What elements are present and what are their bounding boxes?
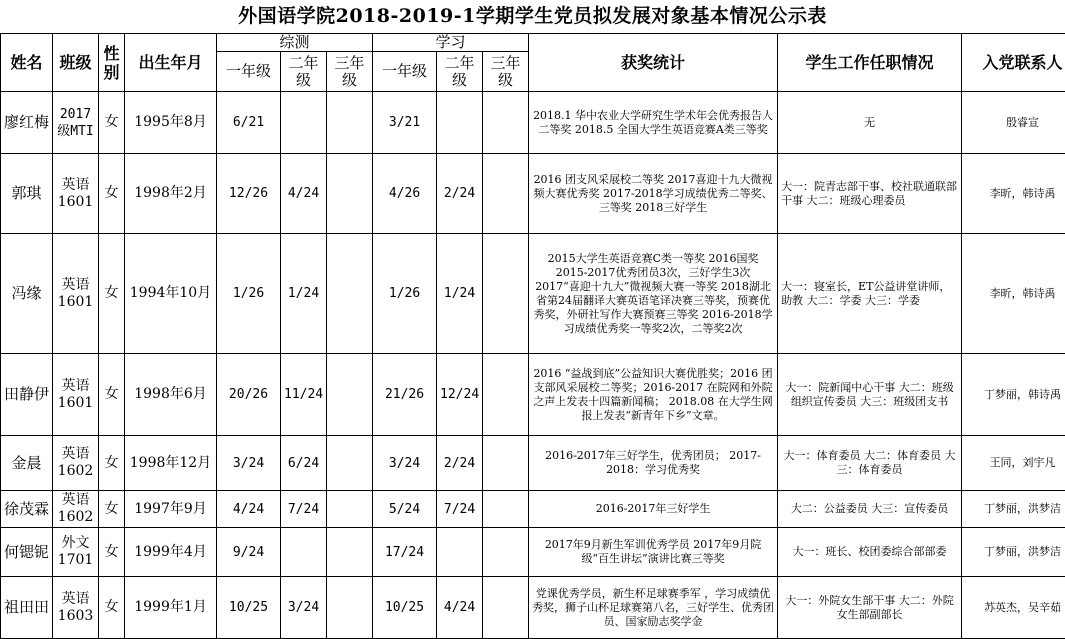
cell-overall-y3 (327, 577, 373, 639)
cell-name: 金晨 (1, 436, 53, 491)
header-study-year2: 二年级 (437, 52, 483, 92)
cell-gender: 女 (99, 577, 125, 639)
table-row (1, 92, 1065, 154)
cell-study-y1: 10/25 (373, 577, 437, 639)
cell-study-y2 (437, 92, 483, 154)
table-row (1, 436, 1065, 491)
cell-positions: 大一：寝室长，ET公益讲堂讲师，助教 大二：学委 大三：学委 (778, 234, 962, 354)
student-table (0, 33, 1065, 639)
table-row (1, 577, 1065, 639)
header-overall-year1: 一年级 (217, 52, 281, 92)
cell-class: 英语1603 (53, 577, 99, 639)
cell-study-y3 (483, 154, 529, 234)
cell-study-y1: 21/26 (373, 354, 437, 436)
cell-positions: 大二：公益委员 大三：宣传委员 (778, 491, 962, 528)
cell-gender: 女 (99, 154, 125, 234)
cell-birth: 1998年6月 (125, 354, 217, 436)
cell-birth: 1998年12月 (125, 436, 217, 491)
cell-overall-y3 (327, 528, 373, 577)
cell-contacts: 丁梦丽，洪梦洁 (962, 528, 1065, 577)
cell-study-y2 (437, 528, 483, 577)
cell-class: 英语1601 (53, 234, 99, 354)
cell-study-y1: 1/26 (373, 234, 437, 354)
cell-positions: 大一：外院女生部干事 大二：外院女生部副部长 (778, 577, 962, 639)
cell-overall-y3 (327, 436, 373, 491)
cell-gender: 女 (99, 528, 125, 577)
table-row (1, 234, 1065, 354)
cell-study-y2: 4/24 (437, 577, 483, 639)
cell-overall-y2 (281, 92, 327, 154)
header-positions: 学生工作任职情况 (778, 34, 962, 92)
cell-gender: 女 (99, 234, 125, 354)
header-study-year3: 三年级 (483, 52, 529, 92)
cell-name: 田静伊 (1, 354, 53, 436)
cell-overall-y3 (327, 491, 373, 528)
header-overall-year3: 三年级 (327, 52, 373, 92)
cell-name: 冯缘 (1, 234, 53, 354)
header-class: 班级 (53, 34, 99, 92)
cell-awards: 2016 “益战到底”公益知识大赛优胜奖；2016 团支部风采展校二等奖；2016-2017 在院网和外院之声上发表十四篇新闻稿； 2018.08 在大学生网报上发表“新青年下乡”文章。 (529, 354, 778, 436)
cell-gender: 女 (99, 491, 125, 528)
header-overall-year2: 二年级 (281, 52, 327, 92)
cell-overall-y1: 20/26 (217, 354, 281, 436)
cell-contacts: 丁梦丽，韩诗禹 (962, 354, 1065, 436)
cell-study-y3 (483, 354, 529, 436)
cell-overall-y2: 3/24 (281, 577, 327, 639)
header-study-year1: 一年级 (373, 52, 437, 92)
cell-study-y1: 4/26 (373, 154, 437, 234)
cell-gender: 女 (99, 354, 125, 436)
table-row (1, 154, 1065, 234)
cell-contacts: 李昕，韩诗禹 (962, 234, 1065, 354)
cell-awards: 党课优秀学员，新生杯足球赛季军 ，学习成绩优秀奖，狮子山杯足球赛第八名，三好学生、优秀团员、国家励志奖学金 (529, 577, 778, 639)
cell-overall-y1: 4/24 (217, 491, 281, 528)
cell-overall-y2: 1/24 (281, 234, 327, 354)
cell-name: 祖田田 (1, 577, 53, 639)
cell-overall-y1: 9/24 (217, 528, 281, 577)
header-name: 姓名 (1, 34, 53, 92)
sheet-title: 外国语学院2018-2019-1学期学生党员拟发展对象基本情况公示表 (0, 0, 1065, 33)
cell-contacts: 苏英杰，吴辛茹 (962, 577, 1065, 639)
cell-class: 外文1701 (53, 528, 99, 577)
cell-overall-y2: 6/24 (281, 436, 327, 491)
cell-study-y2: 2/24 (437, 436, 483, 491)
cell-name: 廖红梅 (1, 92, 53, 154)
header-contacts: 入党联系人 (962, 34, 1065, 92)
table-row (1, 528, 1065, 577)
cell-birth: 1997年9月 (125, 491, 217, 528)
cell-positions: 大一：院青志部干事、校社联通联部干事 大二：班级心理委员 (778, 154, 962, 234)
cell-awards: 2018.1 华中农业大学研究生学术年会优秀报告人二等奖 2018.5 全国大学生英语竞赛A类三等奖 (529, 92, 778, 154)
cell-contacts: 殷睿宣 (962, 92, 1065, 154)
cell-class: 英语1601 (53, 154, 99, 234)
header-birth: 出生年月 (125, 34, 217, 92)
header-gender: 性别 (99, 34, 125, 92)
cell-overall-y1: 3/24 (217, 436, 281, 491)
cell-contacts: 丁梦丽，洪梦洁 (962, 491, 1065, 528)
cell-name: 郭琪 (1, 154, 53, 234)
cell-study-y2: 1/24 (437, 234, 483, 354)
cell-study-y1: 3/21 (373, 92, 437, 154)
cell-overall-y3 (327, 154, 373, 234)
cell-study-y3 (483, 491, 529, 528)
cell-contacts: 李昕，韩诗禹 (962, 154, 1065, 234)
cell-overall-y3 (327, 354, 373, 436)
cell-study-y2: 2/24 (437, 154, 483, 234)
cell-overall-y2: 7/24 (281, 491, 327, 528)
cell-class: 2017级MTI (53, 92, 99, 154)
cell-contacts: 王同，刘宇凡 (962, 436, 1065, 491)
cell-overall-y1: 1/26 (217, 234, 281, 354)
cell-awards: 2016-2017年三好学生 (529, 491, 778, 528)
cell-name: 何锶铌 (1, 528, 53, 577)
cell-overall-y1: 6/21 (217, 92, 281, 154)
cell-study-y1: 5/24 (373, 491, 437, 528)
header-awards: 获奖统计 (529, 34, 778, 92)
cell-study-y2: 12/24 (437, 354, 483, 436)
cell-class: 英语1602 (53, 491, 99, 528)
cell-study-y1: 3/24 (373, 436, 437, 491)
cell-study-y3 (483, 234, 529, 354)
cell-gender: 女 (99, 436, 125, 491)
cell-awards: 2015大学生英语竞赛C类一等奖 2016国奖 2015-2017优秀团员3次，三好学生3次 2017“喜迎十九大”微视频大赛一等奖 2018湖北省第24届翻译大赛英语笔译决赛三等奖，预赛优秀奖，外研社写作大赛预赛三等奖 2016-2018学习成绩优秀奖一等奖2次，二等奖2次 (529, 234, 778, 354)
table-row (1, 491, 1065, 528)
cell-study-y3 (483, 528, 529, 577)
cell-overall-y1: 12/26 (217, 154, 281, 234)
cell-positions: 大一：院新闻中心干事 大二：班级组织宣传委员 大三：班级团支书 (778, 354, 962, 436)
cell-positions: 大一：班长、校团委综合部部委 (778, 528, 962, 577)
cell-name: 徐茂霖 (1, 491, 53, 528)
cell-study-y3 (483, 436, 529, 491)
cell-study-y2: 7/24 (437, 491, 483, 528)
cell-birth: 1998年2月 (125, 154, 217, 234)
cell-overall-y2 (281, 528, 327, 577)
cell-study-y3 (483, 92, 529, 154)
header-overall: 综测 (217, 34, 373, 52)
cell-gender: 女 (99, 92, 125, 154)
cell-overall-y2: 11/24 (281, 354, 327, 436)
header-study: 学习 (373, 34, 529, 52)
cell-class: 英语1601 (53, 354, 99, 436)
cell-birth: 1999年4月 (125, 528, 217, 577)
cell-birth: 1994年10月 (125, 234, 217, 354)
cell-overall-y3 (327, 234, 373, 354)
cell-overall-y1: 10/25 (217, 577, 281, 639)
cell-awards: 2016-2017年三好学生，优秀团员； 2017-2018：学习优秀奖 (529, 436, 778, 491)
cell-study-y1: 17/24 (373, 528, 437, 577)
cell-positions: 大一：体育委员 大二：体育委员 大三：体育委员 (778, 436, 962, 491)
cell-overall-y3 (327, 92, 373, 154)
cell-awards: 2017年9月新生军训优秀学员 2017年9月院级“百生讲坛”演讲比赛三等奖 (529, 528, 778, 577)
cell-awards: 2016 团支风采展校二等奖 2017喜迎十九大微视频大赛优秀奖 2017-2018学习成绩优秀二等奖、三等奖 2018三好学生 (529, 154, 778, 234)
table-row (1, 354, 1065, 436)
cell-overall-y2: 4/24 (281, 154, 327, 234)
cell-positions: 无 (778, 92, 962, 154)
cell-study-y3 (483, 577, 529, 639)
cell-class: 英语1602 (53, 436, 99, 491)
cell-birth: 1995年8月 (125, 92, 217, 154)
cell-birth: 1999年1月 (125, 577, 217, 639)
